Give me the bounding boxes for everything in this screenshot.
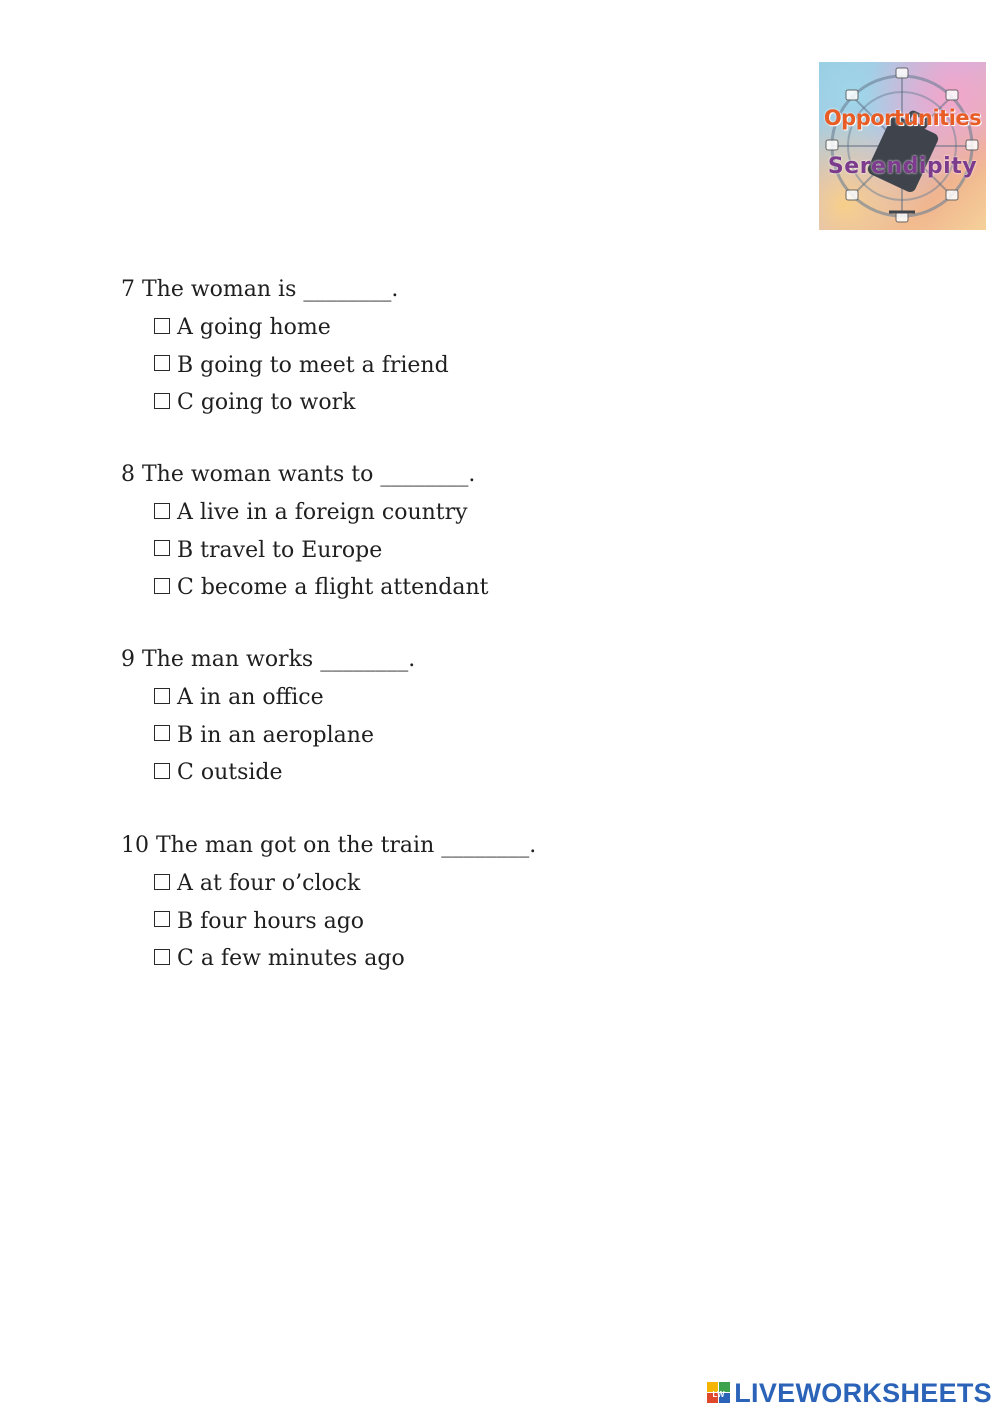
question-prompt: 10 The man got on the train ________.: [121, 833, 537, 858]
option-label: A in an office: [177, 685, 324, 710]
option-label: C a few minutes ago: [177, 946, 405, 971]
liveworksheets-logo-icon: [706, 1381, 732, 1405]
option-c[interactable]: [154, 946, 536, 972]
option-b[interactable]: [154, 537, 488, 563]
option-label: B in an aeroplane: [177, 722, 374, 748]
checkbox[interactable]: [154, 874, 170, 890]
option-a[interactable]: [154, 685, 415, 711]
checkbox[interactable]: [154, 503, 170, 519]
option-label: A at four o’clock: [177, 871, 361, 896]
liveworksheets-brand: [706, 1379, 992, 1407]
checkbox[interactable]: [154, 578, 170, 594]
option-c[interactable]: [154, 575, 488, 601]
option-label: B four hours ago: [177, 908, 365, 934]
option-label: B going to meet a friend: [177, 352, 449, 378]
logo-subtitle: Serendipity: [827, 154, 978, 179]
checkbox[interactable]: [154, 949, 170, 965]
question-8: [121, 462, 488, 601]
option-c[interactable]: [154, 760, 415, 786]
checkbox[interactable]: [154, 725, 170, 741]
logo-title: Opportunities: [823, 106, 982, 130]
checkbox[interactable]: [154, 688, 170, 704]
option-b[interactable]: [154, 352, 449, 378]
question-prompt: 9 The man works ________.: [121, 647, 416, 672]
option-label: C become a flight attendant: [177, 575, 489, 600]
checkbox[interactable]: [154, 540, 170, 556]
serendipity-logo: [819, 62, 986, 230]
question-prompt: 7 The woman is ________.: [121, 277, 399, 302]
checkbox[interactable]: [154, 318, 170, 334]
logo-letters: LW: [712, 1390, 725, 1399]
option-label: A live in a foreign country: [177, 500, 468, 525]
option-b[interactable]: [154, 722, 415, 748]
option-a[interactable]: [154, 500, 488, 526]
option-a[interactable]: [154, 315, 449, 341]
checkbox[interactable]: [154, 763, 170, 779]
ferris-wheel-icon: [819, 62, 986, 230]
checkbox[interactable]: [154, 393, 170, 409]
question-10: [121, 833, 536, 972]
option-label: A going home: [177, 315, 331, 340]
question-9: [121, 647, 415, 786]
option-a[interactable]: [154, 871, 536, 897]
question-prompt: 8 The woman wants to ________.: [121, 462, 476, 487]
question-7: [121, 277, 449, 416]
checkbox[interactable]: [154, 355, 170, 371]
option-label: C going to work: [177, 390, 356, 415]
option-label: B travel to Europe: [177, 537, 383, 563]
option-b[interactable]: [154, 908, 536, 934]
option-label: C outside: [177, 760, 283, 785]
brand-name: LIVEWORKSHEETS: [734, 1378, 992, 1408]
checkbox[interactable]: [154, 911, 170, 927]
option-c[interactable]: [154, 390, 449, 416]
